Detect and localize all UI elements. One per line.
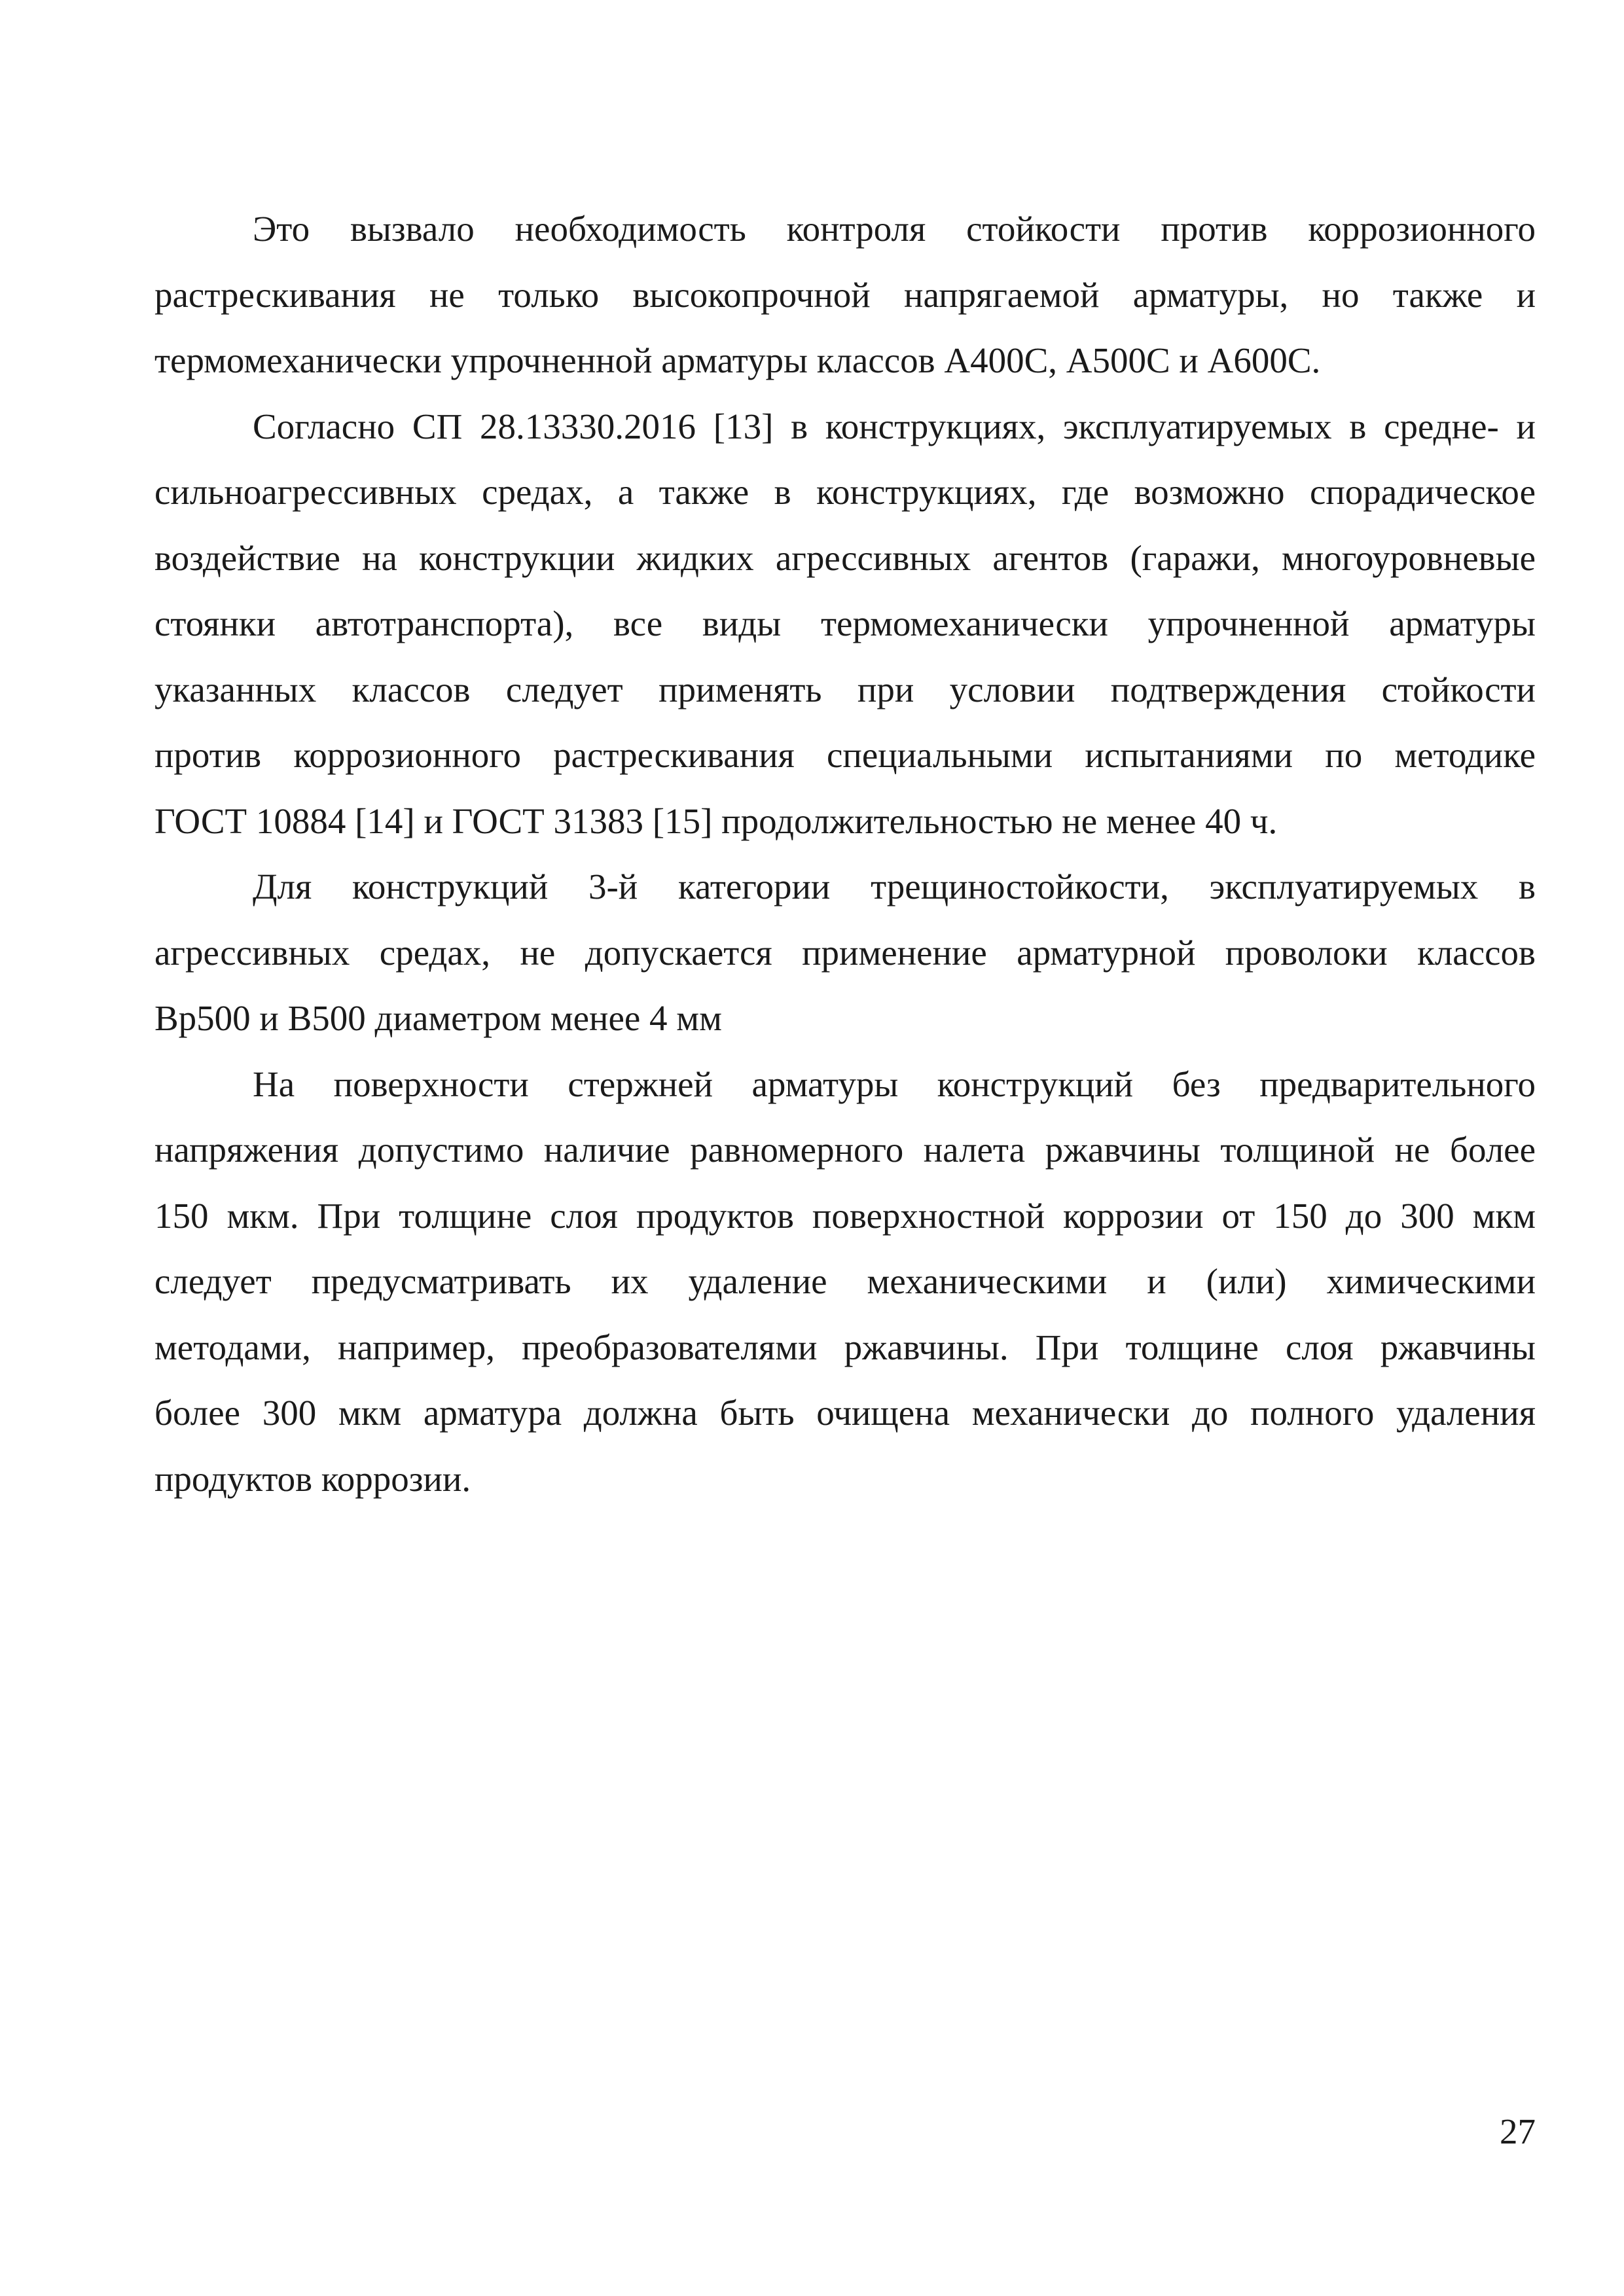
text-line: 150 мкм. При толщине слоя продуктов поверхностной коррозии от 150 до 300 мкм (154, 1195, 1536, 1236)
body-text (154, 196, 1536, 1512)
text-line: Согласно СП 28.13330.2016 [13] в конструкциях, эксплуатируемых в средне- и (253, 406, 1536, 446)
text-line: агрессивных средах, не допускается применение арматурной проволоки классов (154, 932, 1536, 973)
text-line: продуктов коррозии. (154, 1458, 471, 1499)
paragraph-4 (154, 1052, 1536, 1513)
page-number: 27 (1500, 2111, 1536, 2151)
text-line: ГОСТ 10884 [14] и ГОСТ 31383 [15] продолжительностью не менее 40 ч. (154, 800, 1278, 841)
text-line: На поверхности стержней арматуры конструкций без предварительного (253, 1064, 1536, 1104)
text-line: следует предусматривать их удаление механическими и (или) химическими (154, 1261, 1536, 1301)
text-line: указанных классов следует применять при условии подтверждения стойкости (154, 669, 1536, 709)
text-line: растрескивания не только высокопрочной напрягаемой арматуры, но также и (154, 274, 1536, 315)
text-line: Вр500 и В500 диаметром менее 4 мм (154, 998, 722, 1038)
paragraph-3 (154, 854, 1536, 1052)
text-line: против коррозионного растрескивания специальными испытаниями по методике (154, 735, 1536, 775)
text-line: методами, например, преобразователями ржавчины. При толщине слоя ржавчины (154, 1327, 1536, 1367)
text-line: более 300 мкм арматура должна быть очищена механически до полного удаления (154, 1393, 1536, 1433)
paragraph-1 (154, 196, 1536, 394)
text-line: воздействие на конструкции жидких агрессивных агентов (гаражи, многоуровневые (154, 537, 1536, 578)
text-line: Это вызвало необходимость контроля стойкости против коррозионного (253, 209, 1536, 249)
text-line: стоянки автотранспорта), все виды термомеханически упрочненной арматуры (154, 603, 1536, 643)
paragraph-2 (154, 394, 1536, 855)
text-line: Для конструкций 3-й категории трещиностойкости, эксплуатируемых в (253, 867, 1536, 906)
text-line: термомеханически упрочненной арматуры классов А400С, А500С и А600С. (154, 340, 1321, 380)
text-line: сильноагрессивных средах, а также в конструкциях, где возможно спорадическое (154, 472, 1536, 512)
text-line: напряжения допустимо наличие равномерного налета ржавчины толщиной не более (154, 1130, 1536, 1170)
